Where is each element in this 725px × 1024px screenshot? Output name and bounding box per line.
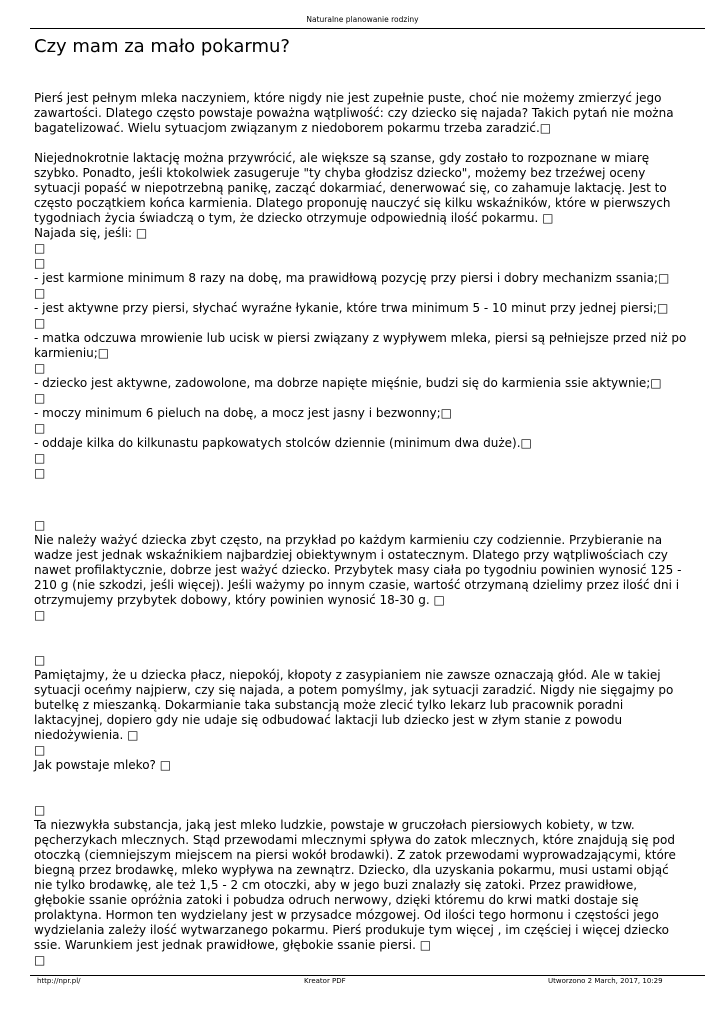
paragraph-weighing: Nie należy ważyć dziecka zbyt często, na przykład po każdym karmieniu czy codziennie. Przybieranie na wadze jest jednak wskaźnikiem najbardziej obiektywnym i ostatecznym. Dlatego przy wątpliwościach czy nawet profilaktycznie, dobrze jest ważyć dziecko. Przybytek masy ciała po tygodniu powinien wynosić 125 - 210 g (nie szkodzi, jeśli więcej). Jeśli ważymy po innym czasie, wartość otrzymaną dzielimy przez ilość dni i otrzymujemy przybytek dobowy, który powinien wynosić 18-30 g. □	[34, 533, 682, 607]
indicator-item: - jest aktywne przy piersi, słychać wyraźne łykanie, które trwa minimum 5 - 10 minut przy jednej piersi;□	[34, 301, 669, 315]
indicator-item: - moczy minimum 6 pieluch na dobę, a mocz jest jasny i bezwonny;□	[34, 406, 453, 420]
footer-divider	[30, 975, 705, 976]
placeholder-box: □	[34, 361, 46, 375]
placeholder-box: □	[34, 743, 46, 757]
placeholder-box: □	[34, 421, 46, 435]
placeholder-box: □	[34, 653, 46, 667]
article-body	[34, 91, 689, 968]
placeholder-box: □	[34, 316, 46, 330]
placeholder-box: □	[34, 241, 46, 255]
indicator-item: - matka odczuwa mrowienie lub ucisk w piersi związany z wypływem mleka, piersi są pełniejsze przed niż po karmieniu;□	[34, 331, 687, 360]
indicator-item: - jest karmione minimum 8 razy na dobę, ma prawidłową pozycję przy piersi i dobry mechanizm ssania;□	[34, 271, 670, 285]
indicator-item: - oddaje kilka do kilkunastu papkowatych stolców dziennie (minimum dwa duże).□	[34, 436, 532, 450]
paragraph-remember: Pamiętajmy, że u dziecka płacz, niepokój, kłopoty z zasypianiem nie zawsze oznaczają głód. Ale w takiej sytuacji oceńmy najpierw, czy się najada, a potem pomyślmy, jak sytuacji zaradzić. Nigdy nie sięgajmy po butelkę z mieszanką. Dokarmianie taka substancją może zlecić tylko lekarz lub pracownik poradni laktacyjnej, dopiero gdy nie udaje się odbudować laktacji lub dziecko jest w złym stanie z powodu niedożywienia. □	[34, 668, 674, 742]
placeholder-box: □	[34, 803, 46, 817]
footer-created-date: Utworzono 2 March, 2017, 10:29	[548, 977, 663, 985]
paragraph-lactation: Niejednokrotnie laktację można przywrócić, ale większe są szanse, gdy zostało to rozpoznane w miarę szybko. Ponadto, jeśli ktokolwiek zasugeruje "ty chyba głodzisz dziecko", możemy bez trzeźwej oceny sytuacji popaść w niepotrzebną panikę, zacząć dokarmiać, denerwować się, co zahamuje laktację. Jest to często początkiem końca karmienia. Dlatego proponuję nauczyć się kilku wskaźników, które w pierwszych tygodniach życia świadczą o tym, że dziecko otrzymuje odpowiednią ilość pokarmu. □	[34, 151, 671, 225]
placeholder-box: □	[34, 608, 46, 622]
indicator-item: - dziecko jest aktywne, zadowolone, ma dobrze napięte mięśnie, budzi się do karmienia ssie aktywnie;□	[34, 376, 662, 390]
page-title: Czy mam za mało pokarmu?	[34, 36, 290, 57]
placeholder-box: □	[34, 451, 46, 465]
footer-generator: Kreator PDF	[304, 977, 346, 985]
paragraph-najada: Najada się, jeśli: □	[34, 226, 148, 240]
paragraph-intro: Pierś jest pełnym mleka naczyniem, które nigdy nie jest zupełnie puste, choć nie możemy zmierzyć jego zawartości. Dlatego często powstaje poważna wątpliwość: czy dziecko się najada? Takich pytań nie można bagatelizować. Wielu sytuacjom związanym z niedoborem pokarmu trzeba zaradzić.□	[34, 91, 674, 135]
header-divider	[30, 28, 705, 29]
placeholder-box: □	[34, 256, 46, 270]
placeholder-box: □	[34, 518, 46, 532]
placeholder-box: □	[34, 466, 46, 480]
paragraph-milk: Ta niezwykła substancja, jaką jest mleko ludzkie, powstaje w gruczołach piersiowych kobiety, w tzw. pęcherzykach mlecznych. Stąd przewodami mlecznymi spływa do zatok mlecznych, które znajdują się pod otoczką (ciemniejszym miejscem na piersi wokół brodawki). Z zatok przewodami wyprowadzającymi, które biegną przez brodawkę, mleko wypływa na zewnątrz. Dziecko, dla uzyskania pokarmu, musi ustami objąć nie tylko brodawkę, ale też 1,5 - 2 cm otoczki, aby w jego buzi znalazły się zatoki. Przez prawidłowe, głębokie ssanie opróżnia zatoki i pobudza odruch nerwowy, dzięki któremu do krwi matki dostaje się prolaktyna. Hormon ten wydzielany jest w przysadce mózgowej. Od ilości tego hormonu i częstości jego wydzielania zależy ilość wytwarzanego pokarmu. Pierś produkuje tym więcej , im częściej i więcej dziecko ssie. Warunkiem jest jednak prawidłowe, głębokie ssanie piersi. □	[34, 818, 676, 952]
document-header-title: Naturalne planowanie rodziny	[306, 15, 419, 24]
placeholder-box: □	[34, 953, 46, 967]
placeholder-box: □	[34, 286, 46, 300]
placeholder-box: □	[34, 391, 46, 405]
section-heading-milk: Jak powstaje mleko? □	[34, 758, 172, 772]
footer-url: http://npr.pl/	[37, 977, 81, 985]
